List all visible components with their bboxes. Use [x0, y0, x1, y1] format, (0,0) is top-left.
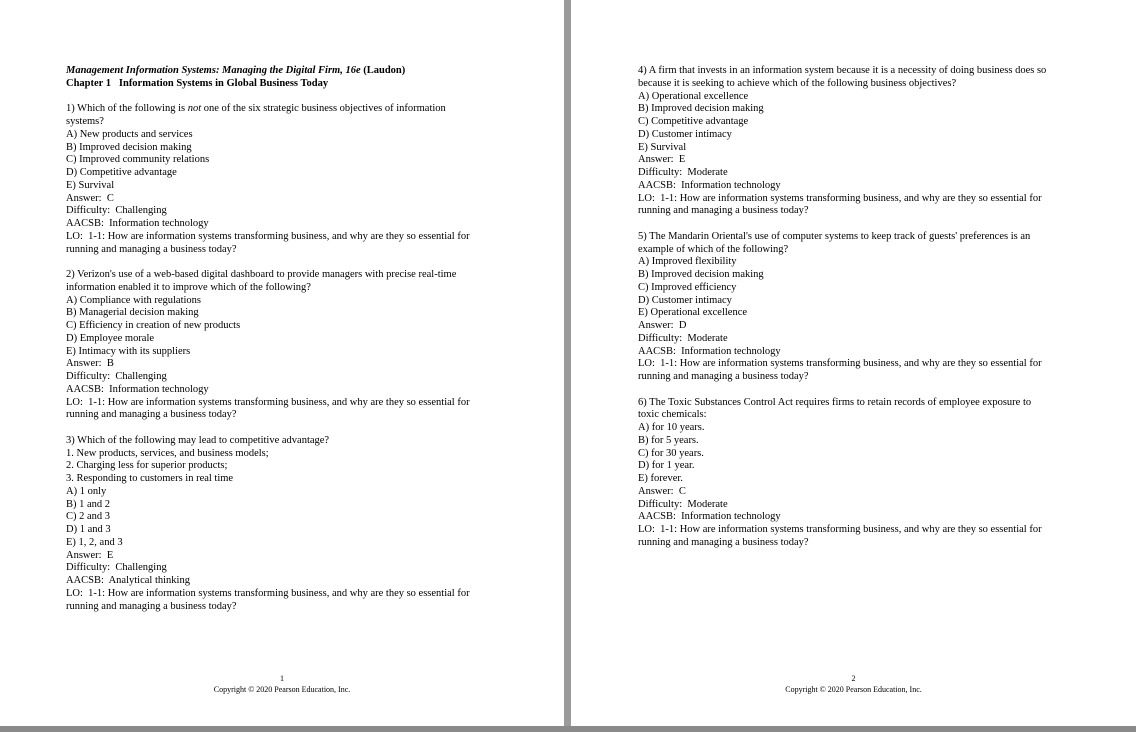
question-line: D) Competitive advantage	[66, 167, 177, 178]
question-lines	[638, 65, 1078, 218]
question-line: E) Intimacy with its suppliers	[66, 345, 191, 357]
question-line: D) Employee morale	[66, 332, 155, 344]
question-line: E) 1, 2, and 3	[66, 536, 123, 548]
question-line: A) for 10 years.	[638, 422, 705, 433]
question-line: toxic chemicals:	[638, 409, 707, 421]
question-line: A) Compliance with regulations	[66, 294, 202, 306]
question-line: example of which of the following?	[638, 243, 789, 255]
question-line: A) Improved flexibility	[638, 256, 737, 268]
question-line: E) Survival	[66, 179, 115, 191]
question-line: Difficulty: Moderate	[638, 332, 728, 344]
question-line: E) forever.	[638, 473, 683, 484]
document-page-2	[571, 0, 1136, 726]
book-title-italic: Management Information Systems: Managing the Digital Firm, 16e	[66, 65, 361, 76]
question-line: AACSB: Information technology	[66, 383, 209, 395]
question-line: running and managing a business today?	[638, 205, 809, 217]
question-line: 2. Charging less for superior products;	[66, 460, 228, 472]
question-lines	[638, 231, 1078, 384]
question-line: Answer: C	[638, 485, 686, 497]
question-line: B) Improved decision making	[66, 141, 192, 153]
question-line: 5) The Mandarin Oriental's use of computer systems to keep track of guests' preferences is an	[638, 230, 1031, 242]
question-line: D) 1 and 3	[66, 524, 111, 535]
question-line: AACSB: Information technology	[638, 511, 781, 523]
book-title	[66, 65, 506, 78]
question-line: information enabled it to improve which of the following?	[66, 281, 311, 293]
page-number: 2	[851, 674, 856, 683]
question-line: Answer: B	[66, 358, 114, 370]
question-line: B) 1 and 2	[66, 498, 111, 510]
question-line: A) Operational excellence	[638, 90, 749, 102]
question-line: Difficulty: Moderate	[638, 167, 728, 178]
page-footer	[571, 673, 1136, 695]
question-line: C) Improved community relations	[66, 154, 210, 166]
copyright-notice: Copyright © 2020 Pearson Education, Inc.	[213, 685, 351, 694]
question-line: B) Managerial decision making	[66, 307, 199, 319]
question-line: LO: 1-1: How are information systems transforming business, and why are they so essential for	[638, 192, 1042, 204]
question-line: C) Competitive advantage	[638, 116, 749, 127]
question-line: running and managing a business today?	[66, 600, 237, 612]
question-stem	[66, 103, 506, 116]
question-line: 6) The Toxic Substances Control Act requires firms to retain records of employee exposure to	[638, 396, 1032, 408]
page-1-content	[66, 65, 506, 626]
question-line: Difficulty: Challenging	[66, 205, 167, 217]
question-line: B) for 5 years.	[638, 434, 699, 446]
question-line: Difficulty: Challenging	[66, 562, 167, 574]
question-line: B) Improved decision making	[638, 103, 764, 115]
page-footer	[0, 673, 564, 695]
question-line: A) New products and services	[66, 128, 193, 140]
question-1	[66, 103, 506, 256]
stem-post: one of the six strategic business objectives of information	[201, 103, 446, 115]
question-line: Answer: C	[66, 192, 114, 204]
copyright-notice: Copyright © 2020 Pearson Education, Inc.	[785, 685, 922, 694]
viewer-bottom-bar	[0, 726, 1136, 732]
question-line: B) Improved decision making	[638, 269, 764, 280]
stem-italic: not	[187, 103, 202, 115]
question-line: running and managing a business today?	[638, 536, 809, 548]
question-line: LO: 1-1: How are information systems transforming business, and why are they so essential for	[638, 524, 1042, 535]
question-line: AACSB: Information technology	[638, 345, 781, 357]
question-line: Answer: E	[638, 154, 686, 166]
question-line: systems?	[66, 116, 104, 127]
question-lines	[66, 116, 506, 256]
chapter-title: Chapter 1 Information Systems in Global Business Today	[66, 77, 329, 89]
question-line: E) Survival	[638, 141, 687, 153]
question-line: because it is seeking to achieve which of the following business objectives?	[638, 77, 957, 89]
question-line: AACSB: Information technology	[638, 179, 781, 191]
question-line: 2) Verizon's use of a web-based digital dashboard to provide managers with precise real-time	[66, 269, 457, 280]
question-6	[638, 397, 1078, 550]
spacer	[66, 91, 506, 104]
question-line: Difficulty: Moderate	[638, 498, 728, 510]
question-line: AACSB: Analytical thinking	[66, 575, 190, 586]
question-line: 4) A firm that invests in an information system because it is a necessity of doing business does so	[638, 65, 1047, 76]
question-line: 3. Responding to customers in real time	[66, 473, 234, 484]
question-line: running and managing a business today?	[638, 371, 809, 382]
question-line: C) for 30 years.	[638, 447, 704, 459]
document-page-1	[0, 0, 564, 726]
question-line: LO: 1-1: How are information systems transforming business, and why are they so essential for	[66, 587, 470, 599]
page-2-content	[638, 65, 1078, 562]
book-title-author: (Laudon)	[360, 65, 406, 76]
question-line: C) Efficiency in creation of new products	[66, 320, 241, 331]
question-line: 1. New products, services, and business models;	[66, 447, 269, 459]
stem-pre: 1) Which of the following is	[66, 103, 188, 115]
question-lines	[66, 269, 506, 422]
question-2	[66, 269, 506, 422]
question-lines	[638, 397, 1078, 550]
question-line: Answer: E	[66, 549, 114, 561]
question-lines	[66, 435, 506, 614]
question-line: LO: 1-1: How are information systems transforming business, and why are they so essential for	[638, 358, 1042, 370]
question-line: A) 1 only	[66, 485, 107, 497]
question-line: LO: 1-1: How are information systems transforming business, and why are they so essential for	[66, 230, 470, 242]
question-line: running and managing a business today?	[66, 243, 237, 255]
question-line: Answer: D	[638, 320, 687, 331]
question-3	[66, 435, 506, 614]
question-line: AACSB: Information technology	[66, 218, 209, 229]
page-number: 1	[280, 674, 284, 683]
question-5	[638, 231, 1078, 384]
question-line: E) Operational excellence	[638, 307, 748, 319]
question-line: D) Customer intimacy	[638, 294, 732, 306]
question-line: running and managing a business today?	[66, 409, 237, 421]
question-line: C) Improved efficiency	[638, 281, 737, 293]
question-4	[638, 65, 1078, 218]
question-line: D) for 1 year.	[638, 460, 695, 472]
question-line: C) 2 and 3	[66, 511, 111, 523]
question-line: Difficulty: Challenging	[66, 371, 167, 382]
question-line: LO: 1-1: How are information systems transforming business, and why are they so essential for	[66, 396, 470, 408]
question-line: 3) Which of the following may lead to competitive advantage?	[66, 434, 330, 446]
question-line: D) Customer intimacy	[638, 128, 732, 140]
